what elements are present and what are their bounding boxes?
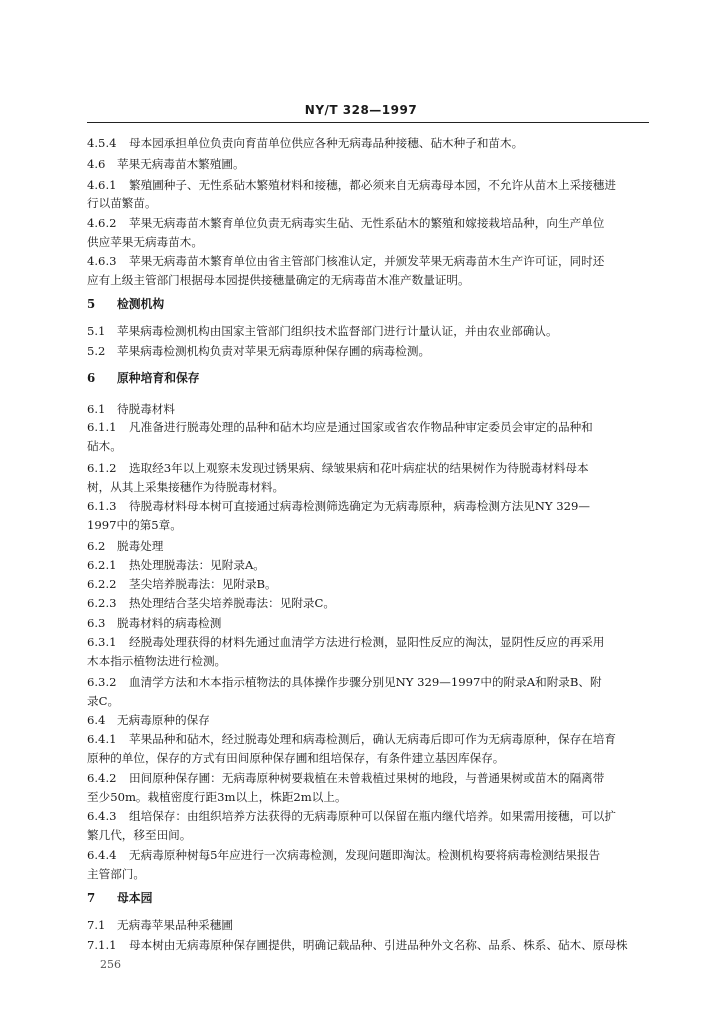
clause-text: 母本树由无病毒原种保存圃提供，明确记载品种、引进品种外文名称、品系、株系、砧木、原母株 bbox=[129, 938, 628, 952]
text-line bbox=[87, 675, 649, 689]
clause-text: 树，从其上采集接穗作为待脱毒材料。 bbox=[87, 480, 285, 494]
clause-text: 脱毒处理 bbox=[117, 539, 164, 553]
text-line bbox=[87, 694, 649, 708]
clause-text: 无病毒原种树每5年应进行一次病毒检测，发现问题即淘汰。检测机构要将病毒检测结果报告 bbox=[129, 848, 601, 862]
clause-number: 7 bbox=[87, 891, 96, 905]
clause-text: 苹果病毒检测机构由国家主管部门组织技术监督部门进行计量认证，并由农业部确认。 bbox=[117, 324, 558, 338]
text-line bbox=[87, 344, 649, 358]
clause-text: 待脱毒材料 bbox=[117, 402, 175, 416]
clause-number: 6.4 bbox=[87, 713, 106, 727]
text-line bbox=[87, 178, 649, 192]
text-line bbox=[87, 157, 649, 171]
clause-number: 5 bbox=[87, 297, 96, 311]
text-line bbox=[87, 558, 649, 572]
clause-number: 6.1.3 bbox=[87, 499, 117, 513]
text-line bbox=[87, 828, 649, 842]
clause-number: 6.3 bbox=[87, 616, 106, 630]
text-line bbox=[87, 713, 649, 727]
text-line bbox=[87, 461, 649, 475]
text-line bbox=[87, 196, 649, 210]
text-line bbox=[87, 235, 649, 249]
clause-text: 母本园 bbox=[117, 891, 153, 905]
text-line bbox=[87, 751, 649, 765]
text-line bbox=[87, 480, 649, 494]
clause-text: 母本园承担单位负责向育苗单位供应各种无病毒品种接穗、砧木种子和苗木。 bbox=[129, 136, 524, 150]
text-line bbox=[87, 518, 649, 532]
clause-text: 苹果无病毒苗木繁育单位负责无病毒实生砧、无性系砧木的繁殖和嫁接栽培品种，向生产单位 bbox=[129, 216, 605, 230]
clause-text: 苹果无病毒苗木繁育单位由省主管部门核准认定，并颁发苹果无病毒苗木生产许可证，同时还 bbox=[129, 254, 605, 268]
clause-number: 4.6.1 bbox=[87, 178, 117, 192]
text-line bbox=[87, 577, 649, 591]
clause-number: 6 bbox=[87, 371, 96, 385]
clause-number: 4.6.3 bbox=[87, 254, 117, 268]
clause-text: 繁殖圃种子、无性系砧木繁殖材料和接穗，都必须来自无病毒母本园，不允许从苗木上采接穗进 bbox=[129, 178, 616, 192]
clause-number: 6.1.2 bbox=[87, 461, 117, 475]
clause-text: 待脱毒材料母本树可直接通过病毒检测筛选确定为无病毒原种，病毒检测方法见NY 329— bbox=[129, 499, 590, 513]
clause-number: 6.1.1 bbox=[87, 420, 117, 434]
clause-number: 4.5.4 bbox=[87, 136, 117, 150]
clause-number: 7.1.1 bbox=[87, 938, 117, 952]
clause-text: 血清学方法和木本指示植物法的具体操作步骤分别见NY 329—1997中的附录A和附录B、附 bbox=[129, 675, 602, 689]
clause-text: 1997中的第5章。 bbox=[87, 518, 182, 532]
text-line bbox=[87, 771, 649, 785]
header-rule bbox=[87, 122, 649, 123]
text-line bbox=[87, 439, 649, 453]
section-heading bbox=[87, 297, 164, 311]
clause-text: 检测机构 bbox=[117, 297, 165, 311]
clause-number: 5.2 bbox=[87, 344, 106, 358]
clause-text: 脱毒材料的病毒检测 bbox=[117, 616, 222, 630]
clause-text: 供应苹果无病毒苗木。 bbox=[87, 235, 203, 249]
text-line bbox=[87, 732, 649, 746]
clause-number: 5.1 bbox=[87, 324, 106, 338]
clause-text: 凡准备进行脱毒处理的品种和砧木均应是通过国家或省农作物品种审定委员会审定的品种和 bbox=[129, 420, 593, 434]
text-line bbox=[87, 539, 649, 553]
clause-text: 无病毒原种的保存 bbox=[117, 713, 210, 727]
text-line bbox=[87, 654, 649, 668]
clause-number: 6.2.1 bbox=[87, 558, 117, 572]
clause-text: 茎尖培养脱毒法：见附录B。 bbox=[129, 577, 277, 591]
text-line bbox=[87, 596, 649, 610]
clause-text: 至少50m。栽植密度行距3m以上，株距2m以上。 bbox=[87, 790, 347, 804]
clause-number: 6.3.1 bbox=[87, 635, 117, 649]
clause-text: 主管部门。 bbox=[87, 867, 145, 881]
clause-text: 热处理脱毒法：见附录A。 bbox=[129, 558, 265, 572]
clause-text: 热处理结合茎尖培养脱毒法：见附录C。 bbox=[129, 596, 335, 610]
clause-number: 4.6.2 bbox=[87, 216, 117, 230]
clause-text: 原种培育和保存 bbox=[117, 371, 200, 385]
clause-number: 6.4.2 bbox=[87, 771, 117, 785]
text-line bbox=[87, 402, 649, 416]
clause-text: 经脱毒处理获得的材料先通过血清学方法进行检测，显阳性反应的淘汰，显阴性反应的再采用 bbox=[129, 635, 605, 649]
section-heading bbox=[87, 371, 200, 385]
section-heading bbox=[87, 891, 152, 905]
clause-text: 选取经3年以上观察未发现过锈果病、绿皱果病和花叶病症状的结果树作为待脱毒材料母本 bbox=[129, 461, 589, 475]
clause-text: 无病毒苹果品种采穗圃 bbox=[117, 918, 233, 932]
clause-number: 6.4.3 bbox=[87, 809, 117, 823]
text-line bbox=[87, 790, 649, 804]
clause-text: 苹果无病毒苗木繁殖圃。 bbox=[117, 157, 245, 171]
page-number: 256 bbox=[100, 958, 121, 971]
clause-number: 6.1 bbox=[87, 402, 106, 416]
clause-text: 砧木。 bbox=[87, 439, 122, 453]
text-line bbox=[87, 848, 649, 862]
clause-number: 6.4.4 bbox=[87, 848, 117, 862]
clause-text: 原种的单位，保存的方式有田间原种保存圃和组培保存，有条件建立基因库保存。 bbox=[87, 751, 505, 765]
clause-text: 苹果品种和砧木，经过脱毒处理和病毒检测后，确认无病毒后即可作为无病毒原种，保存在培育 bbox=[129, 732, 616, 746]
clause-number: 6.2.3 bbox=[87, 596, 117, 610]
clause-number: 7.1 bbox=[87, 918, 106, 932]
clause-text: 行以苗繁苗。 bbox=[87, 196, 157, 210]
text-line bbox=[87, 635, 649, 649]
clause-number: 6.3.2 bbox=[87, 675, 117, 689]
clause-number: 4.6 bbox=[87, 157, 106, 171]
text-line bbox=[87, 324, 649, 338]
text-line bbox=[87, 867, 649, 881]
standard-header: NY/T 328—1997 bbox=[304, 103, 418, 117]
clause-text: 苹果病毒检测机构负责对苹果无病毒原种保存圃的病毒检测。 bbox=[117, 344, 431, 358]
text-line bbox=[87, 499, 649, 513]
text-line bbox=[87, 938, 649, 952]
text-line bbox=[87, 918, 649, 932]
text-line bbox=[87, 136, 649, 150]
text-line bbox=[87, 216, 649, 230]
clause-text: 录C。 bbox=[87, 694, 120, 708]
text-line bbox=[87, 420, 649, 434]
text-line bbox=[87, 254, 649, 268]
text-line bbox=[87, 616, 649, 630]
clause-text: 木本指示植物法进行检测。 bbox=[87, 654, 227, 668]
clause-text: 繁几代，移至田间。 bbox=[87, 828, 192, 842]
clause-text: 组培保存：由组织培养方法获得的无病毒原种可以保留在瓶内继代培养。如果需用接穗，可以扩 bbox=[129, 809, 616, 823]
clause-number: 6.4.1 bbox=[87, 732, 117, 746]
clause-number: 6.2.2 bbox=[87, 577, 117, 591]
text-line bbox=[87, 809, 649, 823]
clause-text: 田间原种保存圃：无病毒原种树要栽植在未曾栽植过果树的地段，与普通果树或苗木的隔离带 bbox=[129, 771, 605, 785]
clause-number: 6.2 bbox=[87, 539, 106, 553]
text-line bbox=[87, 273, 649, 287]
clause-text: 应有上级主管部门根据母本园提供接穗量确定的无病毒苗木准产数量证明。 bbox=[87, 273, 470, 287]
